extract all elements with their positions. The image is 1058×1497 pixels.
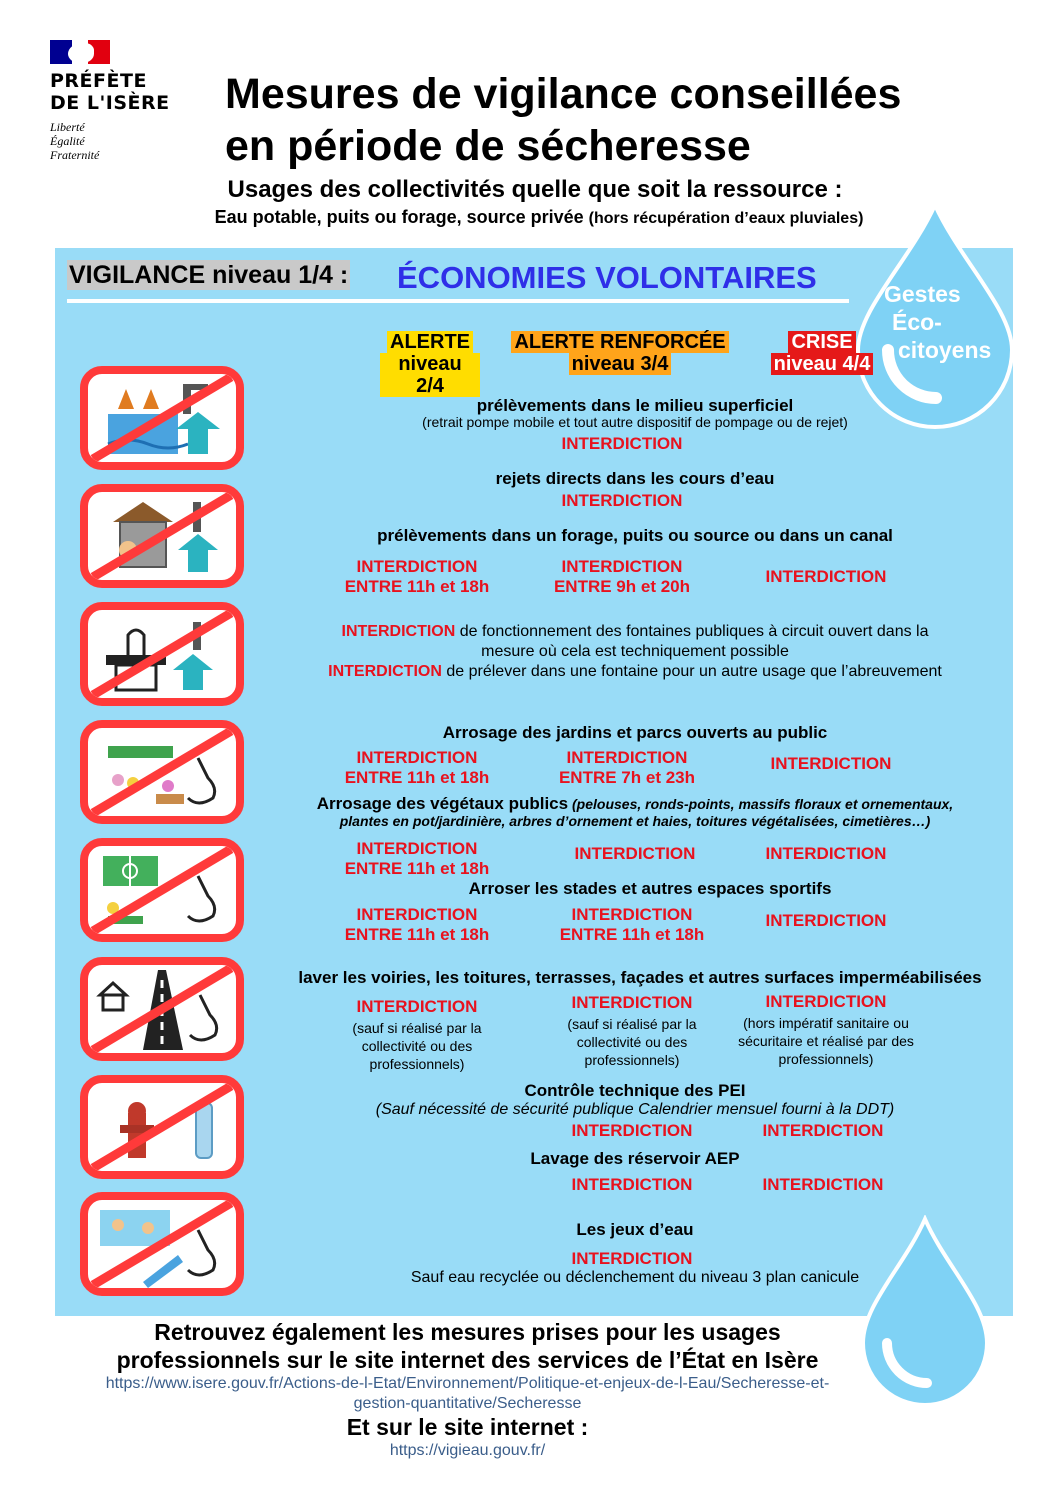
footer-text: Retrouvez également les mesures prises pour les usages professionnels sur le site internet des services de l’État en Isère — [116, 1319, 819, 1373]
vigieau-link[interactable]: https://vigieau.gouv.fr/ — [389, 1442, 546, 1459]
rule-arrosage-jardins: Arrosage des jardins et parcs ouverts au public — [442, 723, 828, 742]
interdiction-alerte: INTERDICTION ENTRE 11h et 18h — [344, 839, 490, 878]
rule-jeux-eau: Les jeux d’eau — [576, 1220, 694, 1239]
prelevement-milieu-icon — [80, 366, 244, 470]
footer-text-2: Et sur le site internet : — [346, 1414, 589, 1440]
interdiction-crise: INTERDICTION — [762, 1121, 884, 1140]
interdiction-alerte: INTERDICTION ENTRE 11h et 18h — [344, 748, 490, 787]
interdiction-renforcee: INTERDICTION — [571, 1175, 693, 1194]
level-alerte: ALERTE niveau 2/4 — [380, 331, 480, 397]
rule-rejets-directs: rejets directs dans les cours d’eau — [495, 469, 775, 488]
arrosage-jardins-icon — [80, 720, 244, 824]
interdiction-renforcee: INTERDICTION — [571, 1121, 693, 1140]
rule-controle-pei: Contrôle technique des PEI — [524, 1081, 746, 1100]
vigilance-label: VIGILANCE niveau 1/4 : — [69, 261, 349, 289]
rule-note: plantes en pot/jardinière, arbres d’ornement et haies, toitures végétalisées, cimetières…) — [339, 813, 931, 829]
eco-gestures-label: Gestes Éco- citoyens — [884, 281, 992, 363]
interdiction-label: INTERDICTION — [561, 434, 683, 453]
jeux-eau-icon — [80, 1192, 244, 1296]
vigilance-main: ÉCONOMIES VOLONTAIRES — [397, 260, 817, 295]
interdiction-renforcee: INTERDICTION — [574, 844, 696, 863]
rule-note: (Sauf nécessité de sécurité publique Calendrier mensuel fourni à la DDT) — [375, 1101, 895, 1118]
divider — [67, 299, 849, 303]
isere-gouv-link[interactable]: https://www.isere.gouv.fr/Actions-de-l-Etat/Environnement/Politique-et-enjeux-de-l-Eau/Secheresse-et- gestion-quantitative/Secheresse — [105, 1375, 830, 1412]
level-crise: CRISE niveau 4/4 — [766, 331, 878, 375]
interdiction-alerte: INTERDICTION ENTRE 11h et 18h — [344, 557, 490, 596]
interdiction-renforcee: INTERDICTION ENTRE 7h et 23h — [558, 748, 696, 787]
rule-prelevements-milieu: prélèvements dans le milieu superficiel — [476, 396, 794, 415]
interdiction-alerte: INTERDICTION (sauf si réalisé par la collectivité ou des professionnels) — [352, 997, 482, 1072]
borne-incendie-icon — [80, 1075, 244, 1179]
motto: Liberté Égalité Fraternité — [50, 120, 100, 162]
rule-fontaines: INTERDICTION de fonctionnement des fontaines publiques à circuit ouvert dans la mesure où cela est techniquement possible INTERDICTION de prélever dans une fontaine pour un autre usage que l’abreuvement — [328, 623, 942, 680]
puits-icon — [80, 484, 244, 588]
rule-note: (retrait pompe mobile et tout autre dispositif de pompage ou de rejet) — [422, 414, 848, 430]
stade-icon — [80, 838, 244, 942]
org-name: PRÉFÈTE DE L'ISÈRE — [50, 70, 170, 114]
rule-prelevements-forage: prélèvements dans un forage, puits ou source ou dans un canal — [377, 526, 893, 545]
interdiction-crise: INTERDICTION — [765, 911, 887, 930]
rule-lavage-reservoir: Lavage des réservoir AEP — [530, 1149, 740, 1168]
fontaine-icon — [80, 602, 244, 706]
rule-lavage-voiries: laver les voiries, les toitures, terrasses, façades et autres surfaces imperméabilisées — [298, 968, 982, 987]
page-title: Mesures de vigilance conseillées en période de sécheresse — [225, 70, 902, 170]
interdiction-label: INTERDICTION — [561, 491, 683, 510]
interdiction-alerte: INTERDICTION ENTRE 11h et 18h — [344, 905, 490, 944]
interdiction-crise: INTERDICTION — [765, 844, 887, 863]
marianne-flag-icon — [50, 40, 110, 64]
interdiction-renforcee: INTERDICTION ENTRE 9h et 20h — [553, 557, 691, 596]
interdiction-crise: INTERDICTION — [762, 1175, 884, 1194]
level-alerte-renforcee: ALERTE RENFORCÉE niveau 3/4 — [502, 331, 738, 375]
interdiction-crise: INTERDICTION (hors impératif sanitaire ou sécuritaire et réalisé par des professionnels) — [738, 992, 914, 1067]
rule-arrosage-vegetaux: Arrosage des végétaux publics (pelouses, ronds-points, massifs floraux et ornementaux, — [316, 794, 954, 813]
interdiction-renforcee: INTERDICTION (sauf si réalisé par la collectivité ou des professionnels) — [567, 993, 697, 1068]
rule-arrosage-stades: Arroser les stades et autres espaces sportifs — [468, 879, 832, 898]
voirie-lavage-icon — [80, 957, 244, 1061]
subtitle: Usages des collectivités quelle que soit la ressource : — [227, 176, 843, 203]
interdiction-crise: INTERDICTION — [770, 754, 892, 773]
interdiction-renforcee: INTERDICTION — [571, 1249, 693, 1268]
prefecture-logo — [50, 40, 180, 162]
interdiction-renforcee: INTERDICTION ENTRE 11h et 18h — [559, 905, 705, 944]
subtitle-resources: Eau potable, puits ou forage, source privée (hors récupération d’eaux pluviales) — [214, 207, 864, 227]
interdiction-crise: INTERDICTION — [765, 567, 887, 586]
rule-note: Sauf eau recyclée ou déclenchement du niveau 3 plan canicule — [410, 1269, 860, 1286]
